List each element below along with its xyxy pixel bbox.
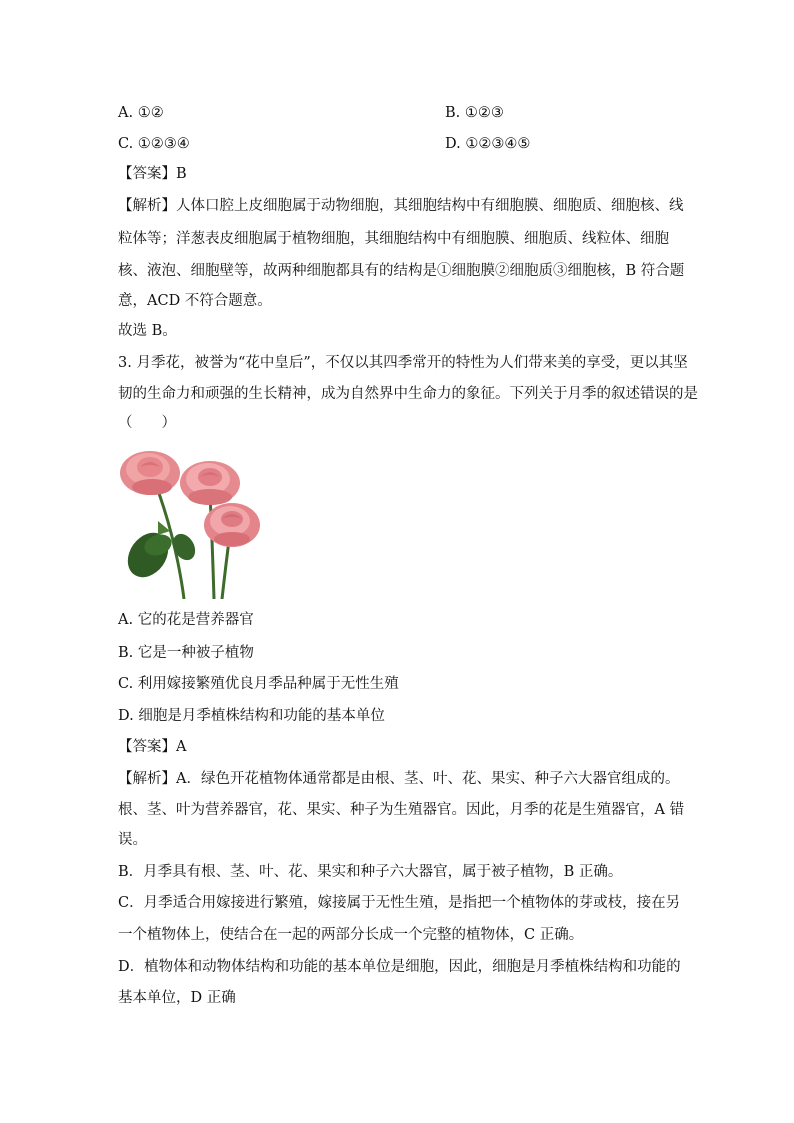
- prev-conclusion: 故选 B。: [118, 323, 177, 339]
- question-stem-line: 3. 月季花，被誉为“花中皇后”，不仅以其四季常开的特性为人们带来美的享受，更以其坚: [118, 355, 688, 371]
- prev-option-a: A. ①②: [118, 105, 164, 121]
- option-c: C. 利用嫁接繁殖优良月季品种属于无性生殖: [118, 676, 399, 692]
- option-b: B. 它是一种被子植物: [118, 645, 254, 661]
- prev-option-c: C. ①②③④: [118, 136, 190, 152]
- analysis-line: 【解析】A．绿色开花植物体通常都是由根、茎、叶、花、果实、种子六大器官组成的。: [118, 771, 680, 787]
- prev-answer: 【答案】B: [118, 166, 187, 182]
- prev-analysis-line: 意，ACD 不符合题意。: [118, 293, 272, 309]
- analysis-line: 一个植物体上，使结合在一起的两部分长成一个完整的植物体，C 正确。: [118, 927, 584, 943]
- question-stem-line: （ ）: [118, 415, 176, 431]
- answer: 【答案】A: [118, 739, 187, 755]
- analysis-line: D．植物体和动物体结构和功能的基本单位是细胞，因此，细胞是月季植株结构和功能的: [118, 959, 681, 975]
- rose-image: [118, 443, 264, 599]
- prev-analysis-line: 粒体等；洋葱表皮细胞属于植物细胞，其细胞结构中有细胞膜、细胞质、线粒体、细胞: [118, 231, 669, 247]
- prev-option-b: B. ①②③: [445, 105, 504, 121]
- analysis-line: 基本单位，D 正确: [118, 990, 236, 1006]
- prev-analysis-line: 核、液泡、细胞壁等，故两种细胞都具有的结构是①细胞膜②细胞质③细胞核，B 符合题: [118, 263, 685, 279]
- option-d: D. 细胞是月季植株结构和功能的基本单位: [118, 708, 385, 724]
- option-a: A. 它的花是营养器官: [118, 612, 254, 628]
- prev-option-d: D. ①②③④⑤: [445, 136, 531, 152]
- analysis-line: C．月季适合用嫁接进行繁殖，嫁接属于无性生殖，是指把一个植物体的芽或枝，接在另: [118, 895, 681, 911]
- prev-analysis-line: 【解析】人体口腔上皮细胞属于动物细胞，其细胞结构中有细胞膜、细胞质、细胞核、线: [118, 198, 684, 214]
- analysis-line: 误。: [118, 832, 147, 848]
- analysis-line: 根、茎、叶为营养器官，花、果实、种子为生殖器官。因此，月季的花是生殖器官，A 错: [118, 802, 685, 818]
- question-stem-line: 韧的生命力和顽强的生长精神，成为自然界中生命力的象征。下列关于月季的叙述错误的是: [118, 386, 698, 402]
- analysis-line: B．月季具有根、茎、叶、花、果实和种子六大器官，属于被子植物，B 正确。: [118, 864, 623, 880]
